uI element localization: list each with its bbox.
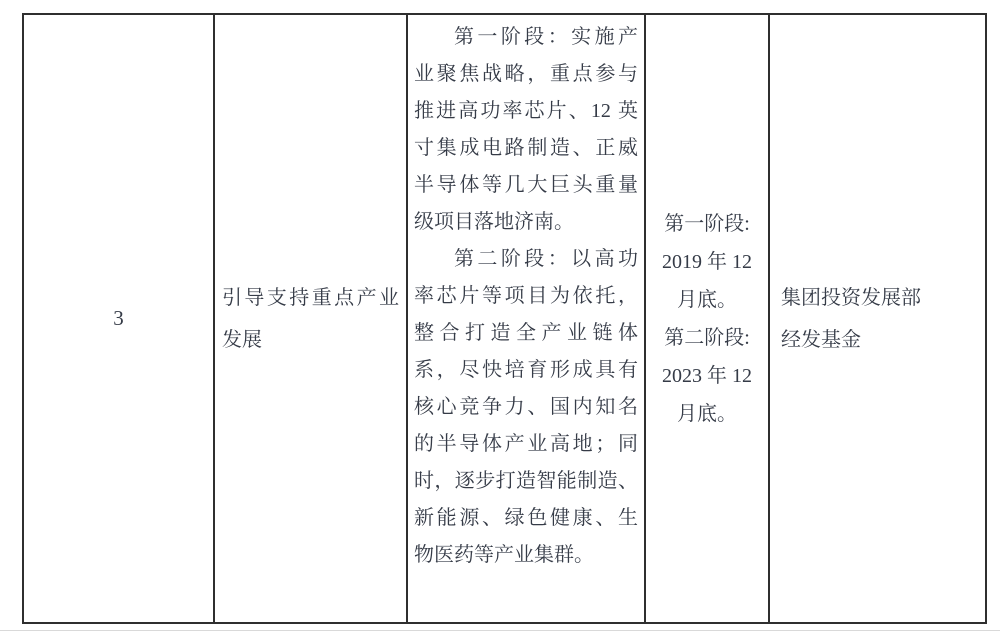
scan-artifact-line bbox=[0, 630, 1000, 631]
measure-line: 时，逐步打造智能制造、 bbox=[414, 470, 638, 492]
serial-number: 3 bbox=[113, 306, 124, 330]
deadline-line: 2023 年 12 bbox=[662, 364, 752, 387]
task-cell bbox=[215, 15, 408, 622]
measures-paragraph-2 bbox=[414, 241, 638, 574]
measures-paragraph-1 bbox=[414, 19, 638, 241]
task-text: 引导支持重点产业发展 bbox=[222, 286, 399, 351]
measure-line: 的半导体产业高地；同 bbox=[414, 433, 638, 455]
department-cell bbox=[770, 15, 985, 622]
measure-line: 级项目落地济南。 bbox=[414, 211, 574, 233]
measure-line: 业聚焦战略，重点参与 bbox=[414, 63, 638, 85]
deadline-cell bbox=[646, 15, 770, 622]
measure-line: 率芯片等项目为依托， bbox=[414, 285, 638, 307]
deadline-line: 第一阶段: bbox=[664, 212, 750, 235]
measure-line: 第一阶段：实施产 bbox=[454, 26, 638, 48]
deadline-line: 2019 年 12 bbox=[662, 250, 752, 273]
deadline-line: 月底。 bbox=[677, 402, 737, 425]
measure-line: 新能源、绿色健康、生 bbox=[414, 507, 638, 529]
deadline-line: 第二阶段: bbox=[664, 326, 750, 349]
table-row bbox=[22, 13, 987, 624]
measure-line: 第二阶段：以高功 bbox=[454, 248, 638, 270]
deadline-line: 月底。 bbox=[677, 288, 737, 311]
measure-line: 寸集成电路制造、正威 bbox=[414, 137, 638, 159]
measure-line: 核心竞争力、国内知名 bbox=[414, 396, 638, 418]
department-line: 经发基金 bbox=[781, 328, 861, 351]
measure-line: 推进高功率芯片、12 英 bbox=[414, 100, 638, 122]
measure-line: 物医药等产业集群。 bbox=[414, 544, 594, 566]
measure-line: 整合打造全产业链体 bbox=[414, 322, 638, 344]
serial-cell bbox=[24, 15, 215, 622]
measures-cell bbox=[408, 15, 646, 622]
measure-line: 半导体等几大巨头重量 bbox=[414, 174, 638, 196]
department-line: 集团投资发展部 bbox=[781, 286, 921, 309]
measure-line: 系，尽快培育形成具有 bbox=[414, 359, 638, 381]
